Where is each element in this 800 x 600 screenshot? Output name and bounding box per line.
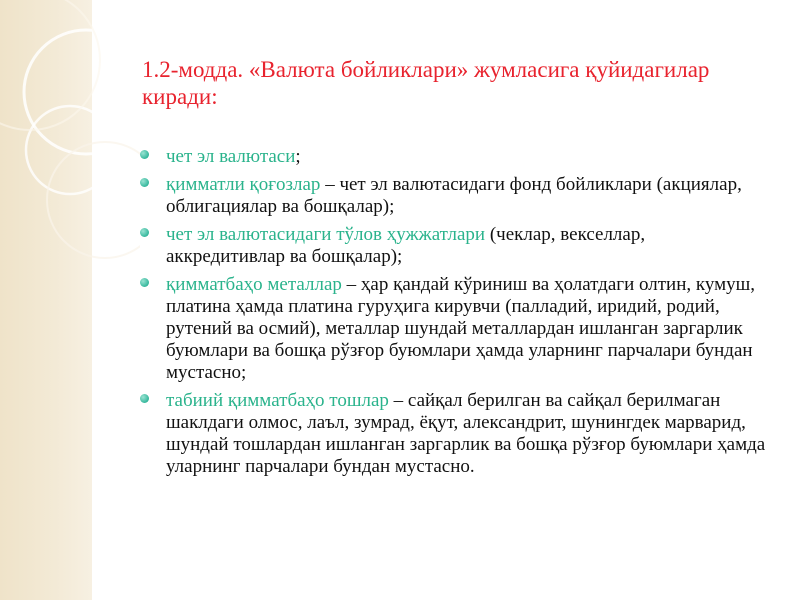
item-text: ; bbox=[295, 146, 301, 167]
list-item bbox=[138, 174, 768, 218]
list-item bbox=[138, 146, 768, 168]
term-text: қимматбаҳо металлар bbox=[166, 274, 342, 295]
item-text: (чеклар, векселлар, аккредитивлар ва бошқалар); bbox=[166, 224, 646, 267]
slide-title: 1.2-модда. «Валюта бойликлари» жумласига қуйидагилар киради: bbox=[142, 57, 710, 109]
bullet-list bbox=[138, 146, 768, 484]
decorative-circles-icon bbox=[0, 0, 140, 600]
term-text: табиий қимматбаҳо тошлар bbox=[166, 390, 389, 411]
term-text: чет эл валютаси bbox=[166, 146, 296, 167]
term-text: чет эл валютасидаги тўлов ҳужжатлари bbox=[166, 224, 486, 245]
term-text: қимматли қоғозлар bbox=[166, 174, 321, 195]
item-text: – чет эл валютасидаги фонд бойликлари (акциялар, облигациялар ва бошқалар); bbox=[166, 174, 742, 217]
decorative-side-panel bbox=[0, 0, 92, 600]
list-item bbox=[138, 224, 768, 268]
bullet-icon bbox=[140, 394, 149, 403]
bullet-icon bbox=[140, 150, 149, 159]
bullet-icon bbox=[140, 228, 149, 237]
item-text: – сайқал берилган ва сайқал берилмаган шаклдаги олмос, лаъл, зумрад, ёқут, александрит, шунингдек марварид, шундай тошлардан ишланган заргарлик ва бошқа рўзғор буюмлари ҳамда уларнинг парчалари бундан мустасно. bbox=[166, 390, 766, 477]
bullet-icon bbox=[140, 178, 149, 187]
bullet-icon bbox=[140, 278, 149, 287]
list-item bbox=[138, 390, 768, 478]
item-text: – ҳар қандай кўриниш ва ҳолатдаги олтин, кумуш, платина ҳамда платина гуруҳига кирувчи (палладий, иридий, родий, рутений ва осмий), металлар шундай металлардан ишланган заргарлик буюмлари ва бошқа рўзғор буюмлари ҳамда уларнинг парчалари бундан мустасно; bbox=[166, 274, 755, 383]
list-item bbox=[138, 274, 768, 384]
